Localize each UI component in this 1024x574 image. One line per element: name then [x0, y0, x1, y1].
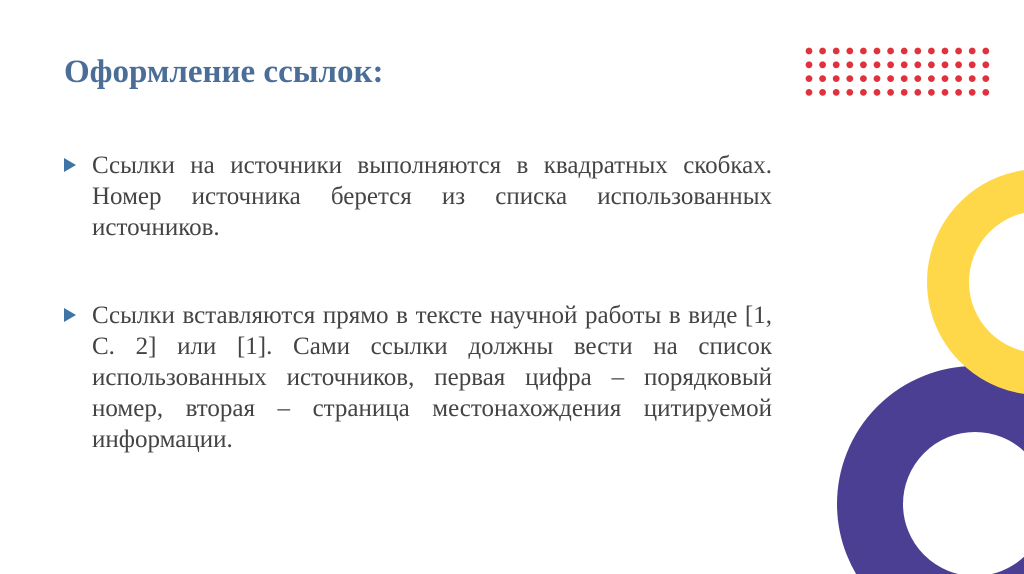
red-dot [833, 75, 840, 82]
red-dot [874, 61, 881, 68]
bullet-text: Ссылки вставляются прямо в тексте научной работы в виде [1, С. 2] или [1]. Сами ссылки должны вести на список использованных источников, первая цифра – порядковый номер, вторая – страница местонахождения цитируемой информации. [92, 302, 772, 453]
red-dot [955, 48, 962, 55]
red-dot [928, 75, 935, 82]
red-dot [806, 75, 813, 82]
red-dot [860, 89, 867, 96]
red-dot [914, 75, 921, 82]
red-dot [928, 48, 935, 55]
dot-grid-decoration [805, 46, 995, 106]
red-dot [846, 48, 853, 55]
red-dot [819, 61, 826, 68]
red-dot [982, 48, 989, 55]
red-dot [942, 61, 949, 68]
triangle-bullet-icon [64, 158, 76, 172]
red-dot [942, 75, 949, 82]
red-dot [846, 75, 853, 82]
red-dot [901, 61, 908, 68]
red-dot [887, 89, 894, 96]
red-dot [969, 48, 976, 55]
red-dot [955, 61, 962, 68]
red-dot [833, 89, 840, 96]
red-dot [955, 75, 962, 82]
red-dot [928, 89, 935, 96]
red-dot [860, 75, 867, 82]
red-dot [819, 48, 826, 55]
red-dot [901, 48, 908, 55]
red-dot [846, 61, 853, 68]
red-dot [942, 48, 949, 55]
red-dot [914, 48, 921, 55]
red-dot [914, 89, 921, 96]
slide-title: Оформление ссылок: [64, 54, 384, 90]
red-dot [887, 61, 894, 68]
red-dot [860, 48, 867, 55]
red-dot [969, 75, 976, 82]
red-dot [819, 75, 826, 82]
red-dot [846, 89, 853, 96]
red-dot [914, 61, 921, 68]
red-dot [819, 89, 826, 96]
red-dot [982, 75, 989, 82]
red-dot [874, 75, 881, 82]
red-dot [806, 48, 813, 55]
red-dot [969, 89, 976, 96]
red-dot [901, 75, 908, 82]
bullet-item [64, 300, 772, 455]
red-dot [955, 89, 962, 96]
triangle-bullet-icon [64, 308, 76, 322]
red-dot [887, 75, 894, 82]
red-dot [942, 89, 949, 96]
bullet-item [64, 150, 772, 243]
red-dot [833, 61, 840, 68]
red-dot [982, 89, 989, 96]
purple-ring [870, 399, 1024, 574]
red-dot [928, 61, 935, 68]
red-dot [806, 61, 813, 68]
red-dot [874, 48, 881, 55]
yellow-ring [948, 190, 1024, 374]
red-dot [860, 61, 867, 68]
red-dot [901, 89, 908, 96]
red-dot [969, 61, 976, 68]
red-dot [887, 48, 894, 55]
bullet-text: Ссылки на источники выполняются в квадратных скобках. Номер источника берется из списка использованных источников. [92, 152, 772, 241]
red-dot [806, 89, 813, 96]
red-dot [833, 48, 840, 55]
red-dot [982, 61, 989, 68]
red-dot [874, 89, 881, 96]
